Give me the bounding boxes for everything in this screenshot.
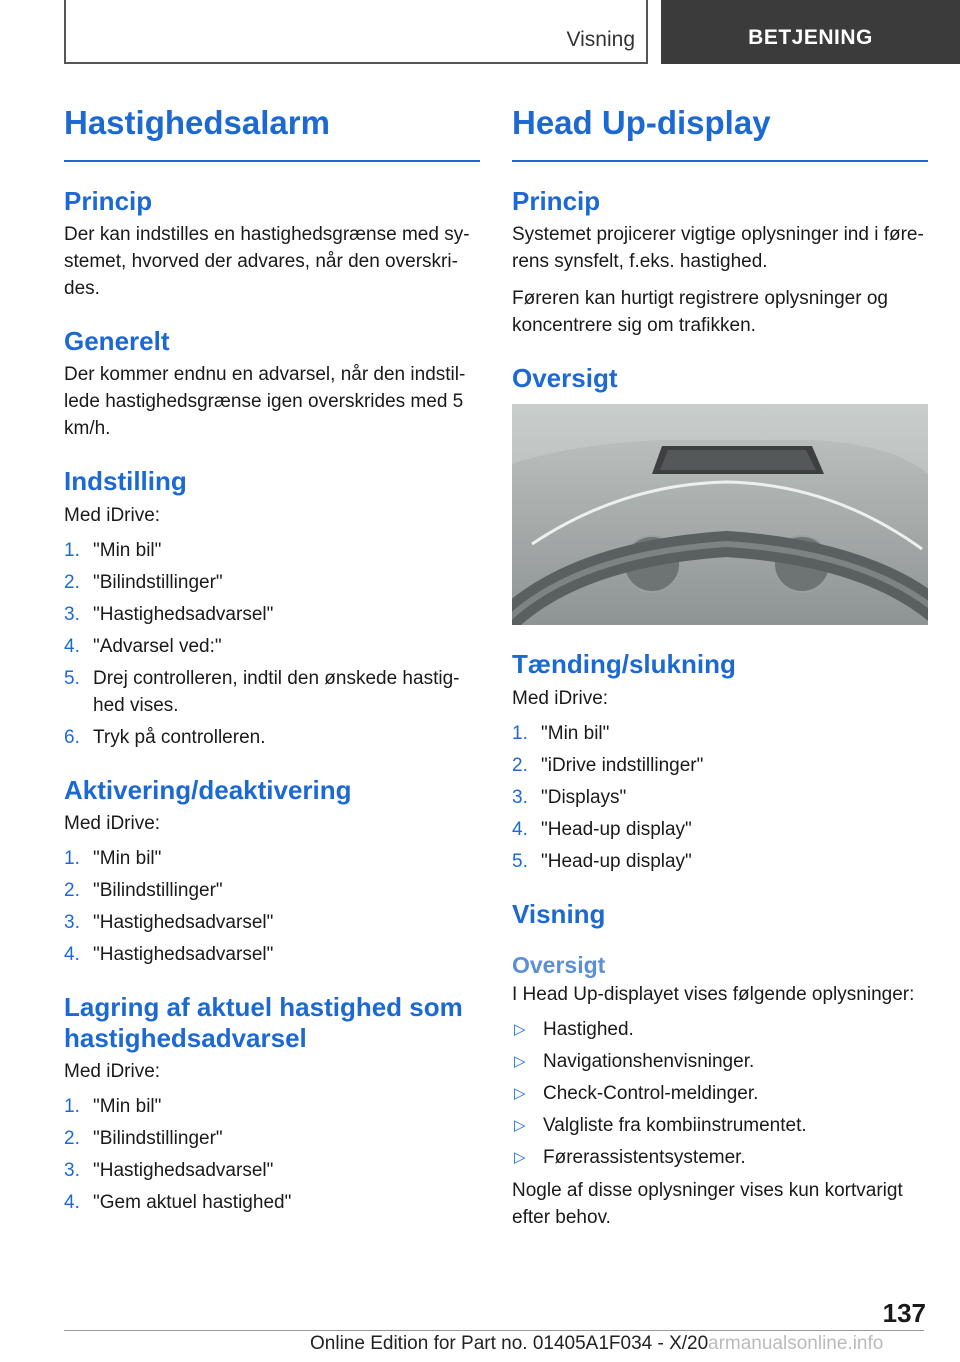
step-number: 5. [512, 850, 528, 872]
list-item [64, 909, 480, 936]
triangle-bullet-icon: ▷ [514, 1149, 526, 1167]
heading-taending: Tænding/slukning [512, 649, 736, 680]
generelt-text: Der kommer endnu en advarsel, når den indstil-lede hastighedsgrænse igen overskrides med 5 km/h. [64, 364, 466, 440]
step-text: "Min bil" [93, 847, 162, 869]
item-text: Check-Control-meldinger. [543, 1083, 759, 1105]
step-number: 3. [64, 911, 80, 933]
page-number: 137 [882, 1298, 926, 1328]
lagring-intro: Med iDrive: [64, 1061, 161, 1083]
right-column [512, 104, 928, 1241]
item-text: Valgliste fra kombiinstrumentet. [543, 1115, 807, 1137]
step-number: 4. [64, 635, 80, 657]
aktivering-intro: Med iDrive: [64, 812, 161, 834]
list-item [64, 1189, 480, 1216]
step-text: "Gem aktuel hastighed" [93, 1192, 292, 1214]
list-item [512, 816, 928, 843]
step-text: "Advarsel ved:" [93, 635, 222, 657]
step-text: Tryk på controlleren. [93, 726, 266, 748]
list-item [512, 848, 928, 875]
heading-lagring: Lagring af aktuel hastighed som hastighedsadvarsel [64, 991, 463, 1053]
step-number: 4. [64, 1192, 80, 1214]
list-item [64, 1157, 480, 1184]
taending-intro: Med iDrive: [512, 687, 609, 709]
list-item [512, 752, 928, 779]
list-item [64, 845, 480, 872]
visning-note: Nogle af disse oplysninger vises kun kortvarigt efter behov. [512, 1180, 903, 1229]
step-number: 1. [64, 1096, 80, 1118]
list-item [512, 1112, 928, 1139]
princip-text-2: Føreren kan hurtigt registrere oplysninger og koncentrere sig om trafikken. [512, 288, 888, 337]
list-item [64, 1093, 480, 1120]
heading-princip: Princip [64, 185, 153, 216]
princip-text: Der kan indstilles en hastighedsgrænse med sy-stemet, hvorved der advares, når den overskri-des. [64, 224, 470, 300]
list-item [512, 784, 928, 811]
indstilling-intro: Med iDrive: [64, 504, 161, 526]
list-item [64, 569, 480, 596]
princip-text-1: Systemet projicerer vigtige oplysninger ind i føre-rens synsfelt, f.eks. hastighed. [512, 224, 924, 273]
step-number: 4. [512, 818, 528, 840]
lagring-steps [64, 1093, 480, 1216]
step-text: "Min bil" [93, 539, 162, 561]
subheading-oversigt: Oversigt [512, 951, 606, 978]
section-title-head-up-display: Head Up-display [512, 104, 928, 162]
step-text: "Head-up display" [541, 850, 692, 872]
header-frame [64, 0, 648, 64]
list-item [64, 665, 480, 719]
footer-divider [64, 1330, 924, 1331]
header-chapter-tab: BETJENING [661, 0, 960, 64]
step-text: "Bilindstillinger" [93, 879, 223, 901]
taending-steps [512, 720, 928, 875]
triangle-bullet-icon: ▷ [514, 1117, 526, 1135]
step-number: 3. [64, 603, 80, 625]
heading-generelt: Generelt [64, 326, 170, 357]
heading-princip: Princip [512, 185, 601, 216]
step-text: "iDrive indstillinger" [541, 754, 704, 776]
indstilling-steps [64, 537, 480, 751]
triangle-bullet-icon: ▷ [514, 1021, 526, 1039]
step-number: 5. [64, 667, 80, 689]
step-number: 1. [512, 722, 528, 744]
step-text: "Bilindstillinger" [93, 1128, 223, 1150]
list-item [64, 601, 480, 628]
heading-aktivering: Aktivering/deaktivering [64, 774, 352, 805]
step-text: "Hastighedsadvarsel" [93, 603, 274, 625]
list-item [512, 1048, 928, 1075]
heading-visning: Visning [512, 898, 606, 929]
list-item [64, 941, 480, 968]
list-item [64, 633, 480, 660]
triangle-bullet-icon: ▷ [514, 1085, 526, 1103]
step-number: 1. [64, 847, 80, 869]
step-number: 2. [64, 1128, 80, 1150]
step-number: 3. [512, 786, 528, 808]
head-up-display-illustration [512, 404, 928, 625]
header-section-title: Visning [566, 28, 635, 51]
step-text: "Hastighedsadvarsel" [93, 1160, 274, 1182]
step-number: 6. [64, 726, 80, 748]
visning-intro: I Head Up-displayet vises følgende oplysninger: [512, 984, 915, 1006]
edition-text: Online Edition for Part no. 01405A1F034 - X/20 [310, 1333, 709, 1354]
list-item [64, 537, 480, 564]
watermark: armanualsonline.info [708, 1333, 884, 1354]
triangle-bullet-icon: ▷ [514, 1053, 526, 1071]
step-text: "Min bil" [541, 722, 610, 744]
aktivering-steps [64, 845, 480, 968]
list-item [512, 1016, 928, 1043]
step-text: "Hastighedsadvarsel" [93, 943, 274, 965]
step-text: "Bilindstillinger" [93, 571, 223, 593]
step-number: 4. [64, 943, 80, 965]
heading-indstilling: Indstilling [64, 466, 187, 497]
step-text: "Head-up display" [541, 818, 692, 840]
step-number: 2. [64, 879, 80, 901]
list-item [512, 1080, 928, 1107]
heading-oversigt: Oversigt [512, 363, 618, 394]
step-text: Drej controlleren, indtil den ønskede hastig-hed vises. [93, 667, 460, 716]
step-text: "Displays" [541, 786, 627, 808]
visning-items [512, 1016, 928, 1171]
step-text: "Min bil" [93, 1096, 162, 1118]
step-number: 3. [64, 1160, 80, 1182]
list-item [64, 724, 480, 751]
item-text: Førerassistentsystemer. [543, 1147, 746, 1169]
list-item [512, 1144, 928, 1171]
step-number: 2. [64, 571, 80, 593]
step-text: "Hastighedsadvarsel" [93, 911, 274, 933]
section-title-hastighedsalarm: Hastighedsalarm [64, 104, 480, 162]
list-item [512, 720, 928, 747]
left-column [64, 104, 480, 1222]
step-number: 2. [512, 754, 528, 776]
list-item [64, 1125, 480, 1152]
item-text: Navigationshenvisninger. [543, 1051, 755, 1073]
list-item [64, 877, 480, 904]
item-text: Hastighed. [543, 1019, 634, 1041]
step-number: 1. [64, 539, 80, 561]
